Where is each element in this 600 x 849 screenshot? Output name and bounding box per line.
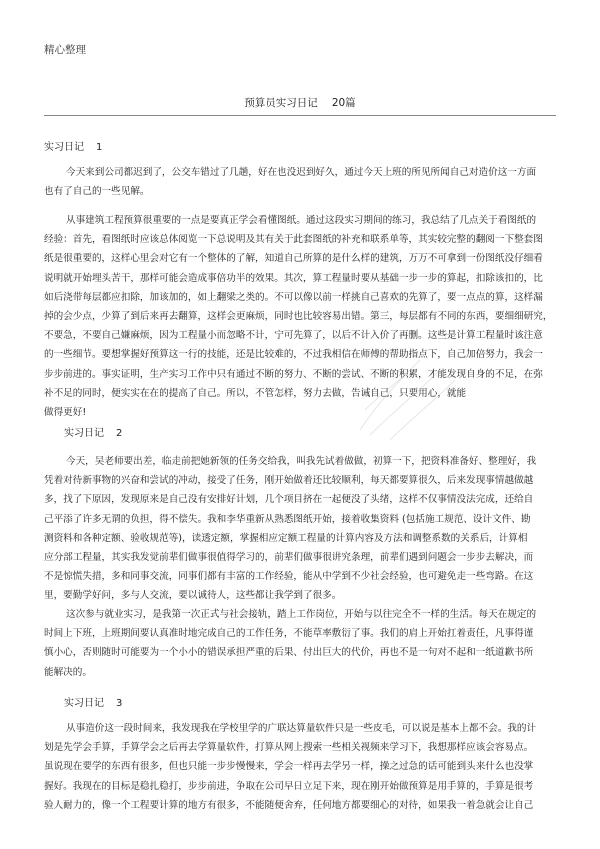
text-line: 步步前进的。事实证明，生产实习工作中只有通过不断的努力、不断的尝试、不断的积累，才能发现自身的不足，在弥 <box>44 368 543 380</box>
text-line: 不要急，不要自己嫌麻烦，因为工程量小而忽略不计，宁可先算了，以后不计入价了再删。这些是计算工程量时该注意 <box>44 330 543 342</box>
text-line: 己平添了许多无谓的负担，得不偿失。我和李华重新从熟悉图纸开始，接着收集资料 (包括施工规范、设计文件、勘 <box>44 513 531 525</box>
text-line: 虽说现在要学的东西有很多，但也只能一步步慢慢来，学会一样再去学另一样，操之过急的话可能到头来什么也没掌 <box>44 761 534 773</box>
entry-heading-number: 3 <box>116 698 123 709</box>
title-count: 20篇 <box>331 97 356 109</box>
text-line: 说明就开始埋头苦干，那样可能会造成事倍功半的效果。其次，算工程量时要从基础一步一步的算起，扣除该扣的，比 <box>44 272 543 284</box>
text-line: 做得更好! <box>44 407 87 419</box>
text-line: 应分部工程量，其实我发觉前辈们做事很值得学习的，前辈们做事很讲究条理，前辈们遇到问题会一步步去解决，而 <box>44 552 534 564</box>
watermark-scribble-icon <box>340 340 470 450</box>
text-line: 时间上下班，上班期间要认真准时地完成自己的工作任务，不能草率敷衍了事。我们的肩上开始扛着责任，凡事得谨 <box>44 628 534 640</box>
entry-heading-text: 实习日记 <box>64 428 104 439</box>
text-line: 也有了自己的一些见解。 <box>44 186 150 198</box>
text-line: 从事造价这一段时间来，我发现我在学校里学的广联达算量软件只是一些皮毛，可以说是基本上都不会。我的计 <box>66 723 537 734</box>
text-line: 多，找了下原因，发现原来是自己没有安排好计划，几个项目挤在一起便没了头绪，这样不仅事情没法完成，还给自 <box>44 494 534 506</box>
entry-heading-3 <box>64 694 122 709</box>
text-line: 纸是很重要的，这样心里会对它有一个整体的了解，知道自己所算的是什么样的建筑，万万不可拿到一份图纸没仔细看 <box>44 253 543 265</box>
entry-heading-number: 2 <box>116 428 123 439</box>
entry-1-paragraph-2 <box>44 211 556 422</box>
text-line: 测资料和各种定额、验收规范等)，读透定额，掌握相应定额工程量的计算内容及方法和调整系数的关系后，计算相 <box>44 532 528 544</box>
entry-heading-2 <box>64 424 122 439</box>
text-line: 经验：首先，看图纸时应该总体阅览一下总说明及其有关于此套图纸的补充和联系单等，其实较完整的翻阅一下整套图 <box>44 234 543 246</box>
text-line: 验人耐力的，像一个工程要计算的地方有很多，不能随便舍弃，任何地方都要细心的对待，如果我一着急就会让自己 <box>44 799 534 811</box>
text-line: 里，要勤学好问，多与人交流，要以诚待人，这些都让我学到了很多。 <box>44 590 342 602</box>
document-title <box>0 95 600 110</box>
text-line: 慎小心，否则随时可能要为一个小小的错误承担严重的后果、付出巨大的代价，再也不是一句对不起和一纸道歉书所 <box>44 647 534 659</box>
title-divider <box>44 115 556 116</box>
entry-heading-number: 1 <box>96 142 103 153</box>
text-line: 从事建筑工程预算很重要的一点是要真正学会看懂图纸。通过这段实习期间的练习，我总结了几点关于看图纸的 <box>66 215 537 226</box>
text-line: 划是先学会手算，手算学会之后再去学算量软件，打算从网上搜索一些相关视频来学习下，我想那样应该会容易点。 <box>44 742 534 754</box>
entry-heading-1 <box>44 138 102 153</box>
entry-heading-text: 实习日记 <box>64 698 104 709</box>
text-line: 这次参与就业实习，是我第一次正式与社会接轨，踏上工作岗位，开始与以往完全不一样的生活。每天在规定的 <box>66 609 537 620</box>
title-text: 预算员实习日记 <box>244 97 318 109</box>
text-line: 今天来到公司都迟到了，公交车错过了几趟，好在也没迟到好久，通过今天上班的所见所闻自己对造价这一方面 <box>66 167 537 178</box>
text-line: 不是惊慌失措，多和同事交流，同事们都有丰富的工作经验，能从中学到不少社会经验，也可避免走一些弯路。在这 <box>44 571 534 583</box>
text-line: 握好。我现在的目标是稳扎稳打，步步前进，争取在公司早日立足下来，现在刚开始做预算是用手算的，手算是很考 <box>44 780 534 792</box>
text-line: 如后浇带每层都应扣除，加该加的，如上翻梁之类的。不可以像以前一样挑自己喜欢的先算了，要一点点的算，这样漏 <box>44 291 543 303</box>
entry-heading-text: 实习日记 <box>44 142 84 153</box>
entry-1-paragraph-1 <box>44 163 556 201</box>
text-line: 今天，吴老师要出差，临走前把她新领的任务交给我，叫我先试着做做，初算一下，把资料准备好、整理好，我 <box>66 456 537 467</box>
entry-3-paragraph-1 <box>44 719 556 815</box>
text-line: 能解决的。 <box>44 666 92 678</box>
text-line: 补不足的同时，便实实在在的提高了自己。所以，不管怎样，努力去做，告诫自己，只要用心，就能 <box>44 387 467 399</box>
text-line: 掉的会少点，少算了到后来再去翻算，这样会更麻烦，同时也比较容易出错。第三，每层都有不同的东西，要细细研究， <box>44 311 553 323</box>
text-line: 的一些细节。要想掌握好预算这一行的技能，还是比较难的，不过我相信在师傅的帮助指点下，自己加倍努力，我会一 <box>44 349 543 361</box>
entry-2-paragraph-1 <box>44 452 556 606</box>
entry-2-paragraph-2 <box>44 605 556 682</box>
header-label: 精心整理 <box>44 44 86 56</box>
text-line: 凭着对待新事物的兴奋和尝试的冲动，接受了任务，刚开始做着还比较顺利，每天都要算很久，后来发现事情越做越 <box>44 475 534 487</box>
